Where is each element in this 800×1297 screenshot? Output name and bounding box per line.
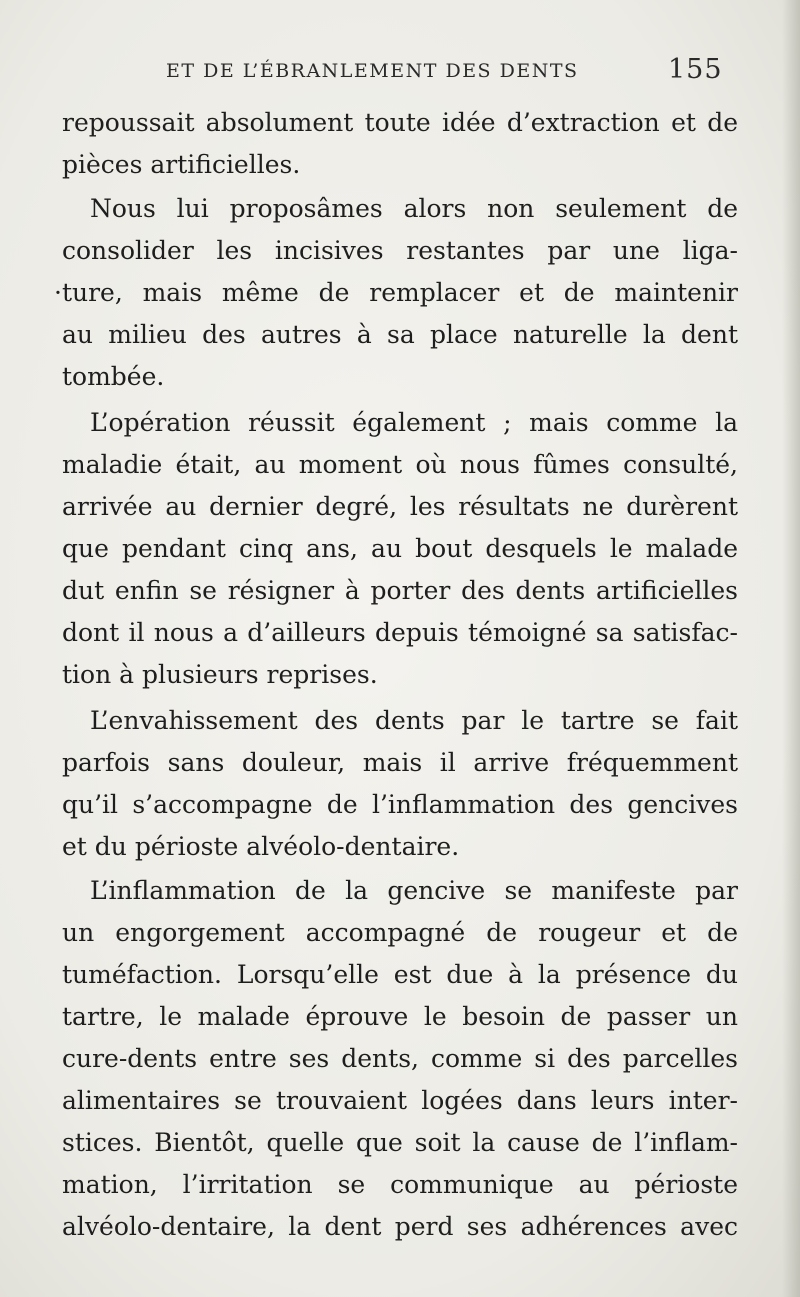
text-line: ·ture, mais même de remplacer et de maintenir xyxy=(54,278,738,307)
text-line: stices. Bientôt, quelle que soit la cause de l’inflam- xyxy=(62,1128,738,1157)
text-line: repoussait absolument toute idée d’extraction et de xyxy=(62,108,738,137)
paragraph-first-line: L’opération réussit également ; mais comme la xyxy=(90,408,738,437)
text-line: un engorgement accompagné de rougeur et de xyxy=(62,918,738,947)
text-line: qu’il s’accompagne de l’inflammation des gencives xyxy=(62,790,738,819)
text-line: pièces artificielles. xyxy=(62,150,301,179)
paragraph-first-line: L’inflammation de la gencive se manifeste par xyxy=(90,876,738,905)
page-number: 155 xyxy=(668,54,723,85)
text-line: alvéolo-dentaire, la dent perd ses adhérences avec xyxy=(62,1212,738,1241)
text-line: maladie était, au moment où nous fûmes consulté, xyxy=(62,450,738,479)
running-head xyxy=(0,54,800,94)
text-line: dont il nous a d’ailleurs depuis témoigné sa satisfac- xyxy=(62,618,738,647)
text-line: tartre, le malade éprouve le besoin de passer un xyxy=(62,1002,738,1031)
text-line: alimentaires se trouvaient logées dans leurs inter- xyxy=(62,1086,738,1115)
text-line: que pendant cinq ans, au bout desquels le malade xyxy=(62,534,738,563)
text-line: tion à plusieurs reprises. xyxy=(62,660,378,689)
text-line: cure-dents entre ses dents, comme si des parcelles xyxy=(62,1044,738,1073)
text-line: et du périoste alvéolo-dentaire. xyxy=(62,832,460,861)
text-line: arrivée au dernier degré, les résultats ne durèrent xyxy=(62,492,738,521)
paragraph-first-line: Nous lui proposâmes alors non seulement de xyxy=(90,194,738,223)
running-head-title: ET DE L’ÉBRANLEMENT DES DENTS xyxy=(166,60,579,82)
text-line: dut enfin se résigner à porter des dents artificielles xyxy=(62,576,738,605)
text-line: parfois sans douleur, mais il arrive fréquemment xyxy=(62,748,738,777)
page-edge-shadow xyxy=(782,0,800,1297)
paragraph-first-line: L’envahissement des dents par le tartre se fait xyxy=(90,706,738,735)
text-line: consolider les incisives restantes par une liga- xyxy=(62,236,738,265)
text-line: tuméfaction. Lorsqu’elle est due à la présence du xyxy=(62,960,738,989)
text-line: mation, l’irritation se communique au périoste xyxy=(62,1170,738,1199)
text-line: au milieu des autres à sa place naturelle la dent xyxy=(62,320,738,349)
text-line: tombée. xyxy=(62,362,165,391)
